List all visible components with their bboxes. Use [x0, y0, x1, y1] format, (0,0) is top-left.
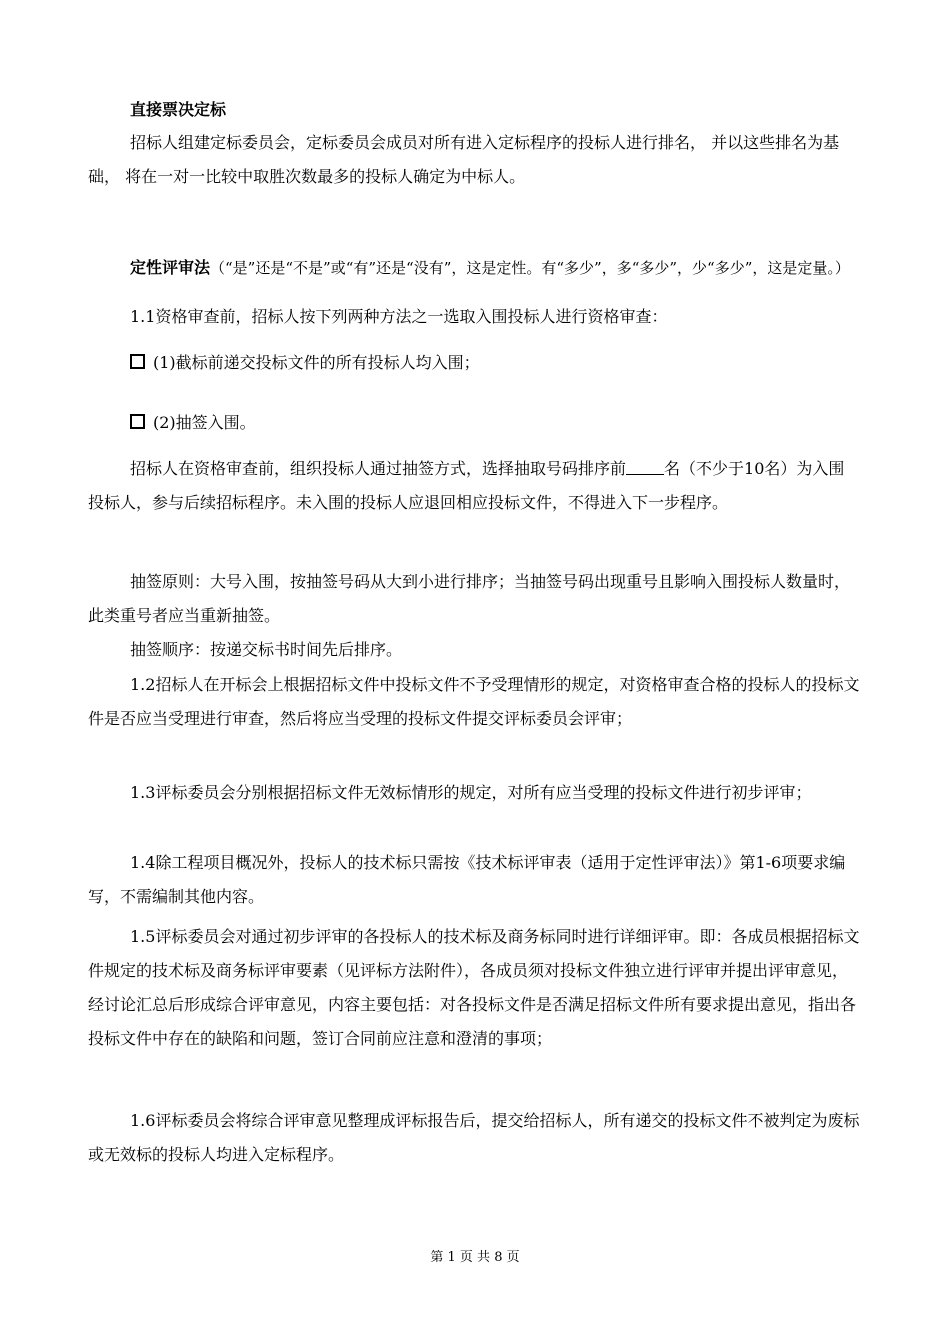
draw-text-b: 名（不少于10名）为入围投标人，参与后续招标程序。未入围的投标人应退回相应投标文件，不得进入下一步程序。	[88, 459, 845, 512]
blank-line	[626, 460, 664, 475]
paragraph-draw	[88, 452, 860, 520]
paragraph-1-2: 1.2招标人在开标会上根据招标文件中投标文件不予受理情形的规定，对资格审查合格的投标人的投标文件是否应当受理进行审查，然后将应当受理的投标文件提交评标委员会评审；	[88, 675, 860, 728]
page-footer: 第 1 页 共 8 页	[430, 1250, 520, 1265]
paragraph-1-6: 1.6评标委员会将综合评审意见整理成评标报告后，提交给招标人，所有递交的投标文件不被判定为废标或无效标的投标人均进入定标程序。	[88, 1111, 860, 1164]
option-2-label: (2)抽签入围。	[153, 413, 256, 432]
paragraph-1-3: 1.3评标委员会分别根据招标文件无效标情形的规定，对所有应当受理的投标文件进行初步评审；	[130, 783, 812, 802]
paragraph-1-4: 1.4除工程项目概况外，投标人的技术标只需按《技术标评审表（适用于定性评审法）》第1-6项要求编写，不需编制其他内容。	[88, 853, 846, 906]
checkbox-option-1[interactable]	[130, 354, 145, 369]
draw-text-a: 招标人在资格审查前，组织投标人通过抽签方式，选择抽取号码排序前	[130, 459, 627, 478]
option-1-row[interactable]	[130, 351, 480, 375]
paragraph-1-1: 1.1资格审查前，招标人按下列两种方法之一选取入围投标人进行资格审查：	[130, 307, 668, 326]
heading-qualitative-block	[88, 256, 860, 280]
paragraph-direct-vote: 招标人组建定标委员会，定标委员会成员对所有进入定标程序的投标人进行排名， 并以这些排名为基础， 将在一对一比较中取胜次数最多的投标人确定为中标人。	[88, 133, 840, 186]
qualitative-note: （“是”还是“不是”或“有”还是“没有”，这是定性。有“多少”，多“多少”，少“多少”，这是定量。）	[210, 259, 850, 277]
option-1-label: (1)截标前递交投标文件的所有投标人均入围；	[153, 353, 480, 372]
checkbox-option-2[interactable]	[130, 414, 145, 429]
paragraph-draw-principle: 抽签原则：大号入围，按抽签号码从大到小进行排序；当抽签号码出现重号且影响入围投标人数量时，此类重号者应当重新抽签。	[88, 572, 851, 625]
option-2-row[interactable]	[130, 411, 256, 435]
paragraph-draw-order: 抽签顺序：按递交标书时间先后排序。	[130, 640, 403, 659]
paragraph-1-5: 1.5评标委员会对通过初步评审的各投标人的技术标及商务标同时进行详细评审。即：各成员根据招标文件规定的技术标及商务标评审要素（见评标方法附件），各成员须对投标文件独立进行评审并提出评审意见，经讨论汇总后形成综合评审意见，内容主要包括：对各投标文件是否满足招标文件所有要求提出意见，指出各投标文件中存在的缺陷和问题，签订合同前应注意和澄清的事项；	[88, 927, 860, 1048]
heading-qualitative: 定性评审法	[130, 258, 211, 277]
heading-direct-vote: 直接票决定标	[130, 100, 227, 119]
